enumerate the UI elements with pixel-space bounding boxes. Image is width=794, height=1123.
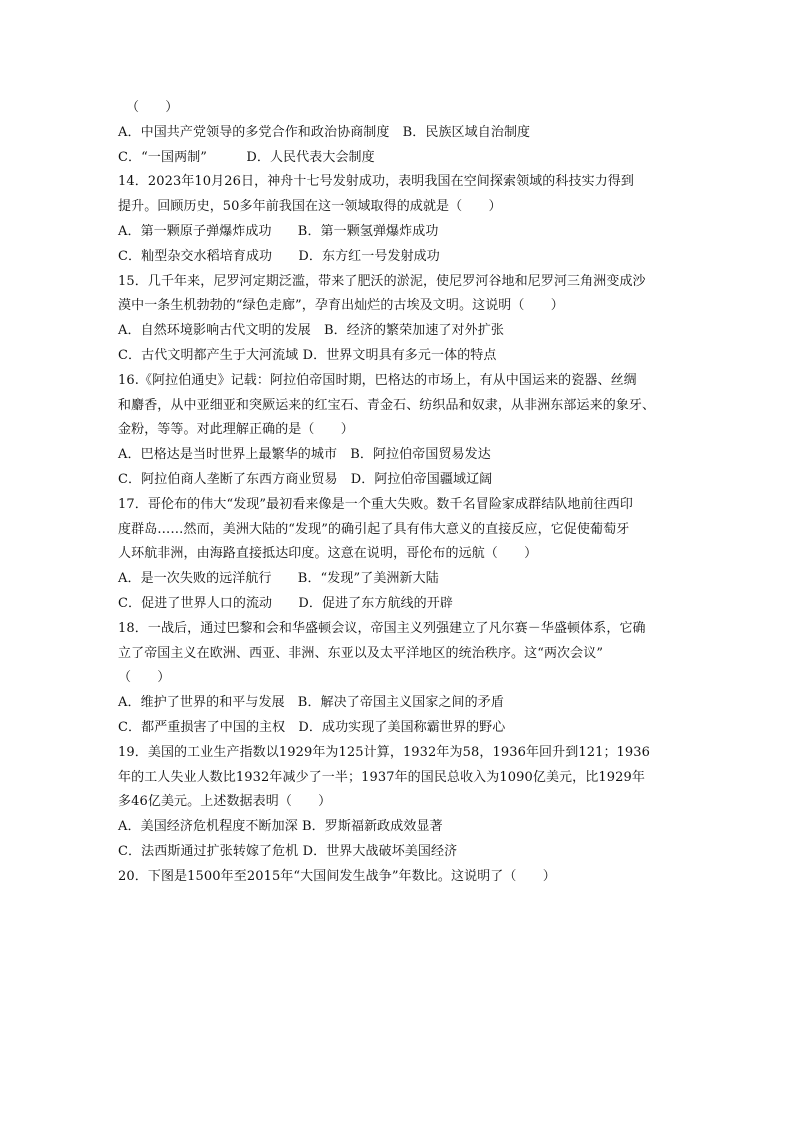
question-text-block [118, 96, 678, 890]
q16-stem-line-3: 金粉，等等。对此理解正确的是（ ） [118, 422, 354, 438]
q15-options-ab: A．自然环境影响古代文明的发展 B．经济的繁荣加速了对外扩张 [118, 323, 504, 339]
q19-options-cd: C．法西斯通过扩张转嫁了危机 D．世界大战破坏美国经济 [118, 843, 458, 859]
q14-stem-line-2: 提升。回顾历史，50多年前我国在这一领域取得的成就是（ ） [118, 199, 502, 215]
q14-stem-line-1: 14．2023年10月26日，神舟十七号发射成功，表明我国在空间探索领域的科技实力得到 [118, 174, 635, 190]
q15-stem-line-1: 15．几千年来，尼罗河定期泛滥，带来了肥沃的淤泥，使尼罗河谷地和尼罗河三角洲变成沙 [118, 273, 646, 289]
q16-options-ab: A．巴格达是当时世界上最繁华的城市 B．阿拉伯帝国贸易发达 [118, 447, 491, 463]
q14-options-cd: C．籼型杂交水稻培育成功 D．东方红一号发射成功 [118, 248, 440, 264]
q17-stem-line-2: 度群岛……然而，美洲大陆的“发现”的确引起了具有伟大意义的直接反应，它促使葡萄牙 [118, 521, 630, 537]
q13-options-cd: C．“一国两制” D．人民代表大会制度 [118, 149, 375, 165]
q16-stem-line-2: 和麝香，从中亚细亚和突厥运来的红宝石、青金石、纺织品和奴隶，从非洲东部运来的象牙、 [118, 397, 656, 413]
q19-stem-line-1: 19．美国的工业生产指数以1929年为125计算，1932年为58，1936年回升到121；1936 [118, 744, 651, 760]
q19-stem-line-3: 多46亿美元。上述数据表明（ ） [118, 794, 332, 810]
q19-options-ab: A．美国经济危机程度不断加深 B．罗斯福新政成效显著 [118, 819, 443, 835]
q15-options-cd: C．古代文明都产生于大河流域 D．世界文明具有多元一体的特点 [118, 347, 497, 363]
answer-blank: （ ） [126, 100, 179, 115]
q17-stem-line-1: 17．哥伦布的伟大“发现”最初看来像是一个重大失败。数千名冒险家成群结队地前往西印 [118, 496, 633, 512]
q15-stem-line-2: 漠中一条生机勃勃的“绿色走廊”，孕育出灿烂的古埃及文明。这说明（ ） [118, 298, 564, 314]
q19-stem-line-2: 年的工人失业人数比1932年减少了一半；1937年的国民总收入为1090亿美元，比1929年 [118, 769, 645, 785]
q17-stem-line-3: 人环航非洲，由海路直接抵达印度。这意在说明，哥伦布的远航（ ） [118, 546, 538, 562]
q17-options-ab: A．是一次失败的远洋航行 B．“发现”了美洲新大陆 [118, 571, 439, 587]
q14-options-ab: A．第一颗原子弹爆炸成功 B．第一颗氢弹爆炸成功 [118, 223, 439, 239]
q16-stem-line-1: 16.《阿拉伯通史》记载：阿拉伯帝国时期，巴格达的市场上，有从中国运来的瓷器、丝绸 [118, 372, 637, 388]
q18-stem-line-1: 18．一战后，通过巴黎和会和华盛顿会议，帝国主义列强建立了凡尔赛－华盛顿体系，它确 [118, 620, 646, 636]
q18-stem-line-2: 立了帝国主义在欧洲、西亚、非洲、东亚以及太平洋地区的统治秩序。这“两次会议” [118, 645, 604, 661]
q18-options-ab: A．维护了世界的和平与发展 B．解决了帝国主义国家之间的矛盾 [118, 695, 504, 711]
q16-options-cd: C．阿拉伯商人垄断了东西方商业贸易 D．阿拉伯帝国疆域辽阔 [118, 471, 493, 487]
q17-options-cd: C．促进了世界人口的流动 D．促进了东方航线的开辟 [118, 595, 453, 611]
q18-answer-blank: （ ） [118, 670, 171, 686]
q18-options-cd: C．都严重损害了中国的主权 D．成功实现了美国称霸世界的野心 [118, 719, 506, 735]
q13-options-ab: A．中国共产党领导的多党合作和政治协商制度 B．民族区域自治制度 [118, 124, 531, 140]
q20-stem-line-1: 20．下图是1500年至2015年“大国间发生战争”年数比。这说明了（ ） [118, 868, 556, 884]
